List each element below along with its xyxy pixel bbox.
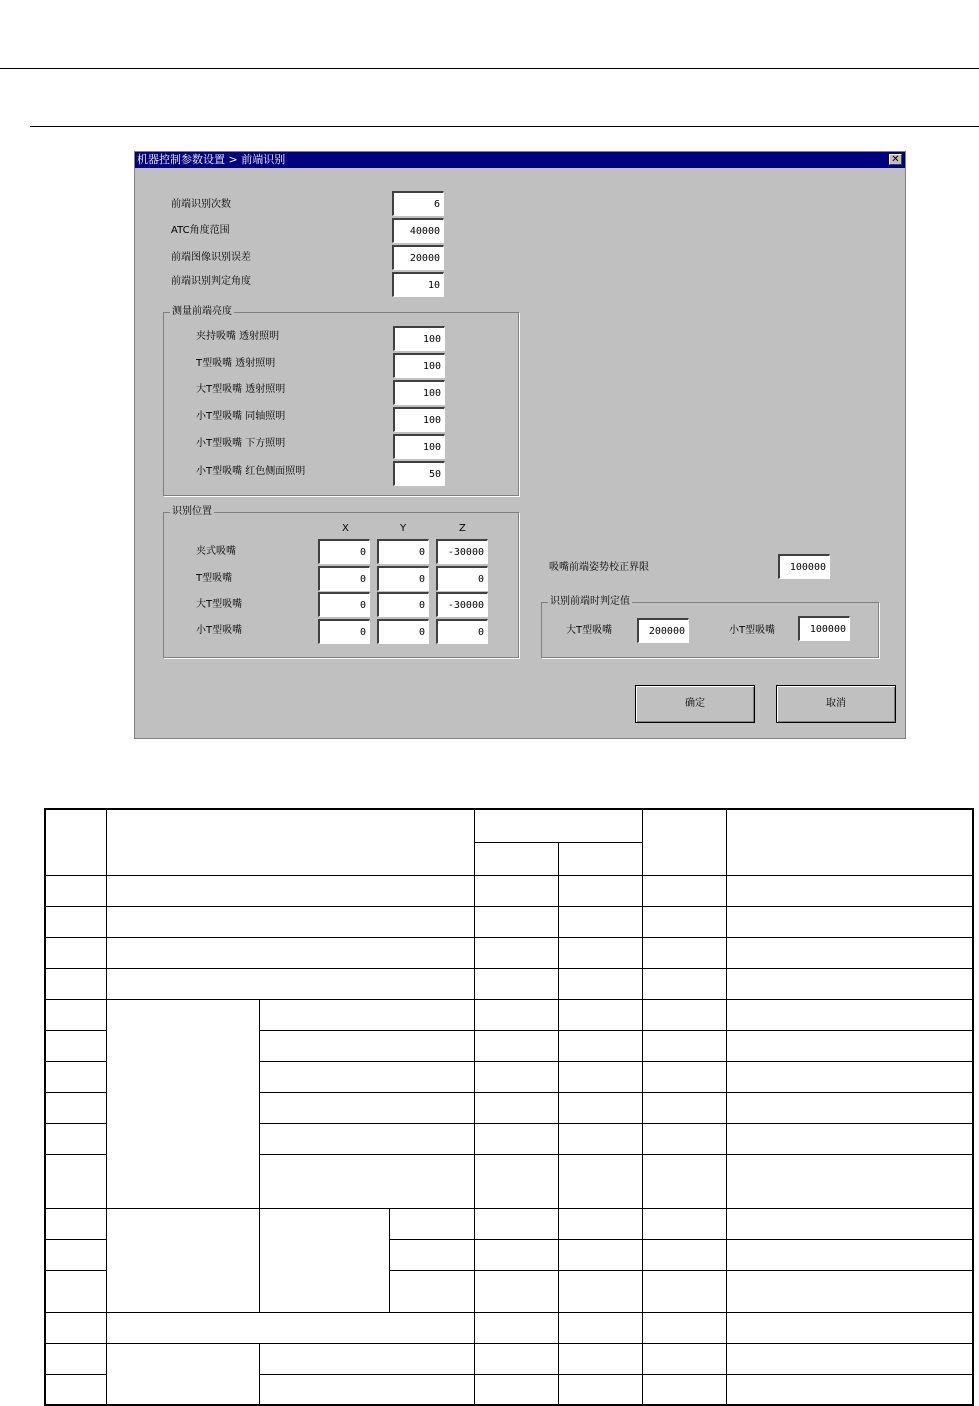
brightness-group	[163, 306, 519, 496]
close-icon[interactable]: ✕	[889, 154, 902, 165]
position-row-label: 小T型吸嘴	[196, 625, 243, 636]
col-header-y: Y	[400, 523, 407, 534]
col-header-x: X	[342, 523, 349, 534]
table-row	[45, 1312, 973, 1343]
judge-group-title: 识别前端时判定值	[550, 596, 630, 607]
parameter-table	[44, 808, 974, 1406]
top-rule	[0, 68, 979, 69]
table-header-row	[45, 809, 973, 842]
position-x-input[interactable]: 0	[318, 619, 370, 644]
settings-dialog	[134, 151, 906, 739]
table-cell	[558, 842, 642, 875]
field-label-atc-angle: ATC角度范围	[171, 225, 230, 236]
position-z-input[interactable]: 0	[436, 566, 488, 591]
position-row-label: 夹式吸嘴	[196, 546, 236, 557]
position-z-input[interactable]: -30000	[436, 592, 488, 617]
table-cell	[474, 842, 558, 875]
ok-button[interactable]: 确定	[635, 685, 755, 723]
position-x-input[interactable]: 0	[318, 539, 370, 564]
brightness-label: 小T型吸嘴 同轴照明	[196, 411, 286, 422]
position-x-input[interactable]: 0	[318, 566, 370, 591]
brightness-group-title: 测量前端亮度	[172, 306, 232, 317]
brightness-label: 夹持吸嘴 透射照明	[196, 331, 280, 342]
position-group	[163, 506, 519, 658]
brightness-input[interactable]: 50	[393, 461, 445, 486]
table-cell	[726, 809, 973, 875]
table-row	[45, 999, 973, 1030]
table-row	[45, 875, 973, 906]
field-label-image-error: 前端图像识别误差	[171, 252, 251, 263]
cancel-button[interactable]: 取消	[776, 685, 896, 723]
position-y-input[interactable]: 0	[377, 592, 429, 617]
brightness-label: 小T型吸嘴 下方照明	[196, 438, 286, 449]
brightness-input[interactable]: 100	[393, 434, 445, 459]
position-row-label: 大T型吸嘴	[196, 599, 243, 610]
position-y-input[interactable]: 0	[377, 539, 429, 564]
judge-large-input[interactable]: 200000	[637, 618, 689, 643]
table-cell	[642, 809, 726, 875]
judge-angle-input[interactable]: 10	[392, 272, 444, 297]
brightness-input[interactable]: 100	[393, 380, 445, 405]
brightness-label: 大T型吸嘴 透射照明	[196, 384, 286, 395]
table-row	[45, 968, 973, 999]
judge-group	[541, 596, 879, 658]
atc-angle-input[interactable]: 40000	[392, 218, 444, 243]
position-x-input[interactable]: 0	[318, 592, 370, 617]
brightness-input[interactable]: 100	[393, 407, 445, 432]
position-y-input[interactable]: 0	[377, 619, 429, 644]
dialog-titlebar	[135, 152, 905, 168]
dialog-title: 机器控制参数设置 > 前端识别	[137, 153, 286, 166]
position-z-input[interactable]: -30000	[436, 539, 488, 564]
table-cell	[474, 809, 642, 842]
position-row-label: T型吸嘴	[196, 573, 233, 584]
brightness-input[interactable]: 100	[393, 326, 445, 351]
table-row	[45, 906, 973, 937]
header-rule	[30, 126, 979, 127]
field-label-judge-angle: 前端识别判定角度	[171, 276, 251, 287]
table-cell	[106, 809, 474, 875]
position-group-title: 识别位置	[172, 506, 212, 517]
brightness-input[interactable]: 100	[393, 353, 445, 378]
brightness-label: 小T型吸嘴 红色侧面照明	[196, 466, 306, 477]
table-row	[45, 1208, 973, 1239]
posture-limit-label: 吸嘴前端姿势校正界限	[549, 562, 649, 573]
image-error-input[interactable]: 20000	[392, 245, 444, 270]
judge-small-input[interactable]: 100000	[798, 616, 850, 641]
table-row	[45, 937, 973, 968]
judge-small-label: 小T型吸嘴	[729, 625, 776, 636]
recognition-count-input[interactable]: 6	[392, 191, 444, 216]
table-row	[45, 1343, 973, 1374]
position-y-input[interactable]: 0	[377, 566, 429, 591]
brightness-label: T型吸嘴 透射照明	[196, 358, 276, 369]
judge-large-label: 大T型吸嘴	[566, 625, 613, 636]
field-label-recognition-count: 前端识别次数	[171, 199, 231, 210]
position-z-input[interactable]: 0	[436, 619, 488, 644]
col-header-z: Z	[459, 523, 466, 534]
table-cell	[45, 809, 106, 875]
posture-limit-input[interactable]: 100000	[778, 554, 830, 579]
